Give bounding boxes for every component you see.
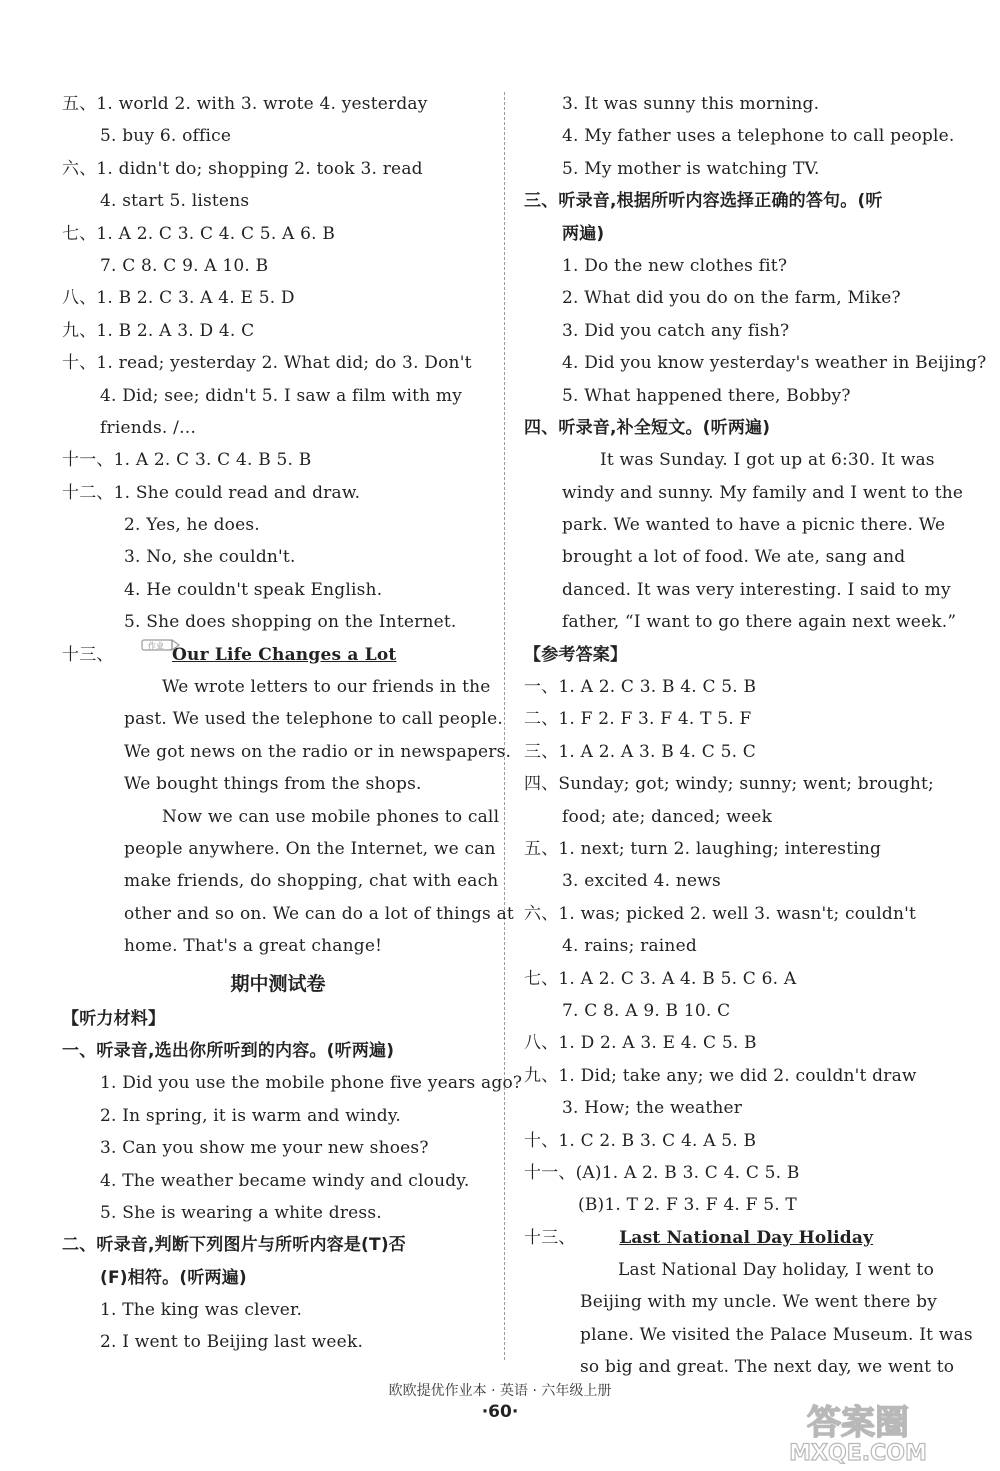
essay-line: Beijing with my uncle. We went there by	[580, 1292, 938, 1313]
answer-line: (B)1. T 2. F 3. F 4. F 5. T	[578, 1195, 797, 1216]
answer-line: 七、1. A 2. C 3. A 4. B 5. C 6. A	[524, 968, 797, 989]
essay-line: past. We used the telephone to call people.	[124, 709, 504, 730]
answer-line: food; ate; danced; week	[562, 806, 773, 827]
passage-line: park. We wanted to have a picnic there. We	[562, 515, 946, 536]
answer-line: 7. C 8. C 9. A 10. B	[100, 255, 269, 276]
right-column	[524, 88, 987, 1384]
passage-body	[524, 444, 964, 638]
listening-item: 5. My mother is watching TV.	[562, 158, 820, 179]
answer-line: 十一、(A)1. A 2. B 3. C 4. C 5. B	[524, 1162, 800, 1183]
section-title: 期中测试卷	[230, 972, 326, 995]
question-title: (F)相符。(听两遍)	[100, 1267, 247, 1288]
essay-body	[62, 671, 514, 963]
answer-line: 七、1. A 2. C 3. C 4. C 5. A 6. B	[62, 223, 336, 244]
essay-line: people anywhere. On the Internet, we can	[124, 838, 496, 859]
answer-line: 3. How; the weather	[562, 1098, 743, 1119]
pencil-stamp-icon	[140, 634, 180, 658]
essay-line: We wrote letters to our friends in the	[162, 677, 491, 698]
passage-line: windy and sunny. My family and I went to the	[562, 482, 964, 503]
passage-line: father, “I want to go there again next week.”	[562, 612, 957, 633]
answer-line: 九、1. B 2. A 3. D 4. C	[62, 320, 255, 341]
answer-line: 5. buy 6. office	[100, 126, 232, 147]
listening-item: 4. My father uses a telephone to call people.	[562, 126, 955, 147]
question-title: 四、听录音,补全短文。(听两遍)	[524, 417, 771, 438]
answer-line: 十、1. C 2. B 3. C 4. A 5. B	[524, 1130, 757, 1151]
listening-item: 2. In spring, it is warm and windy.	[100, 1105, 402, 1126]
answer-line: 3. excited 4. news	[562, 871, 721, 892]
page-number: ·60·	[481, 1402, 519, 1422]
essay-body	[524, 1254, 973, 1384]
essay-line: Last National Day holiday, I went to	[618, 1260, 935, 1281]
listening-item: 1. Do the new clothes fit?	[562, 255, 788, 276]
essay-line: Now we can use mobile phones to call	[162, 806, 500, 827]
answer-line: 4. start 5. listens	[100, 191, 250, 212]
pencil-text: 作业	[148, 641, 164, 651]
answer-line: 四、Sunday; got; windy; sunny; went; brought;	[524, 774, 934, 795]
answer-line: 五、1. world 2. with 3. wrote 4. yesterday	[62, 94, 428, 114]
question-title: 二、听录音,判断下列图片与所听内容是(T)否	[62, 1235, 406, 1256]
answer-line: 十一、1. A 2. C 3. C 4. B 5. B	[62, 450, 312, 471]
answer-line: 十、1. read; yesterday 2. What did; do 3. Don't	[62, 353, 472, 374]
listening-item: 1. The king was clever.	[100, 1300, 303, 1321]
listening-item: 5. She is wearing a white dress.	[100, 1202, 382, 1223]
watermark-text: 答案圈	[807, 1403, 909, 1443]
answer-line: 一、1. A 2. C 3. B 4. C 5. B	[524, 677, 757, 698]
answer-line: 五、1. next; turn 2. laughing; interesting	[524, 838, 882, 859]
passage-line: danced. It was very interesting. I said to my	[562, 579, 951, 600]
question-title: 三、听录音,根据所听内容选择正确的答句。(听	[524, 191, 883, 212]
essay-heading-row	[524, 1222, 948, 1254]
answer-line: 4. rains; rained	[562, 936, 697, 957]
answer-line: 7. C 8. A 9. B 10. C	[562, 1000, 731, 1021]
left-column	[62, 88, 523, 1359]
essay-line: We bought things from the shops.	[124, 774, 422, 795]
listening-item: 2. What did you do on the farm, Mike?	[562, 288, 901, 309]
listening-item: 4. The weather became windy and cloudy.	[100, 1170, 470, 1191]
question-title: 一、听录音,选出你所听到的内容。(听两遍)	[62, 1040, 395, 1061]
passage-line: brought a lot of food. We ate, sang and	[562, 547, 906, 568]
answer-line: 2. Yes, he does.	[124, 515, 260, 536]
listening-item: 2. I went to Beijing last week.	[100, 1332, 364, 1353]
essay-line: other and so on. We can do a lot of things at	[124, 903, 514, 924]
passage-line: It was Sunday. I got up at 6:30. It was	[600, 450, 935, 471]
answer-line: 4. Did; see; didn't 5. I saw a film with my	[100, 385, 463, 406]
essay-line: We got news on the radio or in newspapers.	[124, 741, 512, 762]
answer-line: 九、1. Did; take any; we did 2. couldn't draw	[524, 1065, 917, 1086]
answer-line: 三、1. A 2. A 3. B 4. C 5. C	[524, 741, 756, 762]
listening-item: 3. Did you catch any fish?	[562, 320, 790, 341]
essay-label: 十三、	[524, 1227, 576, 1248]
essay-line: so big and great. The next day, we went to	[580, 1357, 955, 1378]
answers-header: 【参考答案】	[524, 644, 628, 665]
answer-line: 5. She does shopping on the Internet.	[124, 612, 457, 633]
answer-line: 4. He couldn't speak English.	[124, 579, 383, 600]
answer-line: friends. /…	[100, 417, 197, 438]
answer-line: 八、1. D 2. A 3. E 4. C 5. B	[524, 1033, 757, 1054]
essay-line: plane. We visited the Palace Museum. It was	[580, 1324, 973, 1345]
essay-title: Our Life Changes a Lot	[172, 644, 397, 665]
answer-line: 二、1. F 2. F 3. F 4. T 5. F	[524, 709, 752, 730]
essay-title: Last National Day Holiday	[619, 1227, 874, 1248]
watermark-url: MXQE.COM	[789, 1441, 927, 1464]
essay-line: home. That's a great change!	[124, 936, 383, 957]
essay-label: 十三、	[62, 644, 114, 665]
column-divider	[504, 92, 505, 1360]
question-title: 两遍)	[562, 223, 605, 244]
footer-book-title: 欧欧提优作业本 · 英语 · 六年级上册	[388, 1383, 612, 1399]
essay-heading-row	[62, 639, 494, 671]
answer-line: 六、1. didn't do; shopping 2. took 3. read	[62, 158, 423, 179]
listening-item: 3. It was sunny this morning.	[562, 94, 820, 114]
listening-item: 4. Did you know yesterday's weather in Beijing?	[562, 353, 987, 374]
answer-line: 3. No, she couldn't.	[124, 547, 296, 568]
listening-header: 【听力材料】	[62, 1008, 166, 1029]
watermark-logo	[746, 1398, 974, 1464]
answer-line: 六、1. was; picked 2. well 3. wasn't; couldn't	[524, 903, 917, 924]
answer-line: 八、1. B 2. C 3. A 4. E 5. D	[62, 288, 295, 309]
listening-item: 3. Can you show me your new shoes?	[100, 1138, 429, 1159]
listening-item: 1. Did you use the mobile phone five years ago?	[100, 1073, 523, 1094]
answer-line: 十二、1. She could read and draw.	[62, 482, 361, 503]
essay-line: make friends, do shopping, chat with each	[124, 871, 499, 892]
listening-item: 5. What happened there, Bobby?	[562, 385, 851, 406]
